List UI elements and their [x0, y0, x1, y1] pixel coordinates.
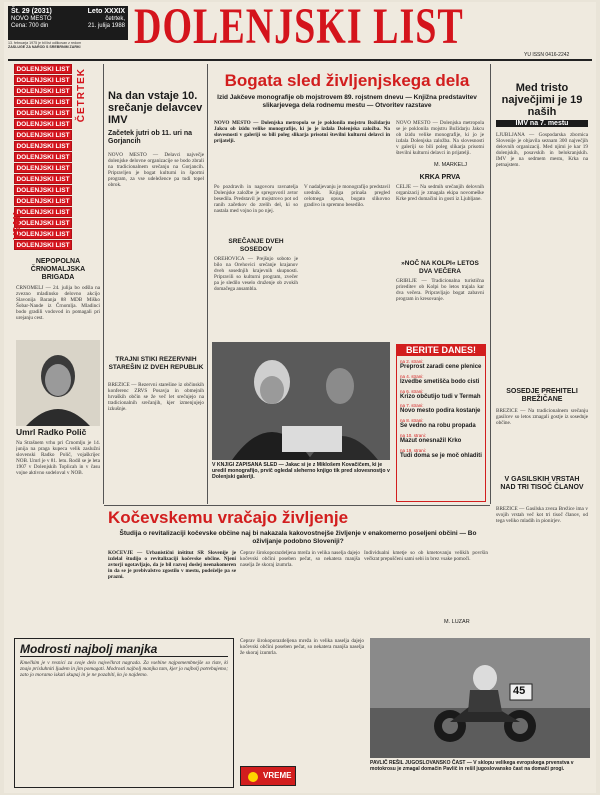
jakac-photo-caption: V KNJIGI ZAPISANA SLED — Jakac si je z Miklošem Kovačičem, ki je uredil monografijo, prvič ogledal sleherno knjigo tik pred slovesnostjo v Dolenjski galeriji.	[212, 462, 390, 481]
main-author: M. MARKELJ	[434, 162, 468, 168]
berite-text: Se vedno na robu propada	[400, 423, 476, 430]
berite-danes-box	[396, 344, 486, 502]
berite-item	[400, 448, 482, 460]
motocross-photo-svg	[370, 638, 590, 758]
kocevje-col-c: Individualni kmetje so ob kmetovanju velikih površin večkrat prepuščeni sami sebi in brez vsake pomoči.	[364, 550, 488, 563]
price: Cena: 700 din	[11, 23, 49, 29]
strip-item: DOLENJSKI LIST	[14, 86, 72, 96]
berite-item	[400, 389, 482, 401]
award-note	[8, 41, 138, 49]
masthead-logo: DOLENJSKI LIST	[134, 2, 464, 56]
krka-body: CELJE — Na sedmih srečanjih delovnih organizacij je zmagala ekipa novomeške Krke pred domačini in gosti iz Ljubljane.	[396, 184, 484, 203]
jakac-photo-svg	[212, 342, 390, 460]
strip-item: DOLENJSKI LIST	[14, 108, 72, 118]
berite-text: Izvedbe smetišča bodo cisti	[400, 378, 480, 385]
masthead-info-box	[8, 6, 128, 40]
kocevje-top-rule	[104, 505, 490, 506]
strip-item: DOLENJSKI LIST	[14, 97, 72, 107]
editorial-title: Modrosti najbolj manjka	[20, 642, 228, 657]
berite-danes-title: BERITE DANES!	[397, 345, 485, 356]
berite-item	[400, 433, 482, 445]
weather-box	[240, 766, 296, 786]
award-founded: 13. februarja 1975 je bil list odlikovan z redom	[8, 41, 82, 45]
main-col-c: V nadaljevanju je monografijo predstavil urednik. Knjiga prinaša pregled celotnega opusa, bogato slikovno gradivo in spremno besedilo.	[304, 184, 390, 209]
strip-item: DOLENJSKI LIST	[14, 130, 72, 140]
obituary-body: Na Strašnem vrhu pri Črnomlju je 14. junija na praga kupeca velik zaslužni slovenski Radko Polič, vojaškrijec NOB. Umrl je v 81. letu. Rodil se je leta 1907 v Dolenjskih Toplicah in v času vojne aktivno sodeloval v NOB.	[16, 440, 100, 477]
strip-item: DOLENJSKI LIST	[14, 196, 72, 206]
kocevje-col-b: Čeprav širokoporazdeljena mreža in velika naselja dajejo kočevski občini poseben pečat, so nekatera manjša naselja že skoraj izumrla.	[240, 550, 360, 569]
firefighters-members-headline: V GASILSKIH VRSTAH NAD TRI TISOČ ČLANOV	[500, 476, 584, 491]
berite-page: na 19. strani:	[400, 447, 427, 453]
main-subheadline: Izid Jakčeve monografije ob mojstrovem 89. rojstnem dnevu — Knjižna predstavitev slikarjevega dela rodnemu mestu — Otvoritev razstave	[217, 94, 477, 109]
strip-item: DOLENJSKI LIST	[14, 152, 72, 162]
berite-text: Preprost zaradi cene plenice	[400, 364, 482, 370]
strip-item: DOLENJSKI LIST	[14, 163, 72, 173]
main-col-d-text: NOVO MESTO — Dolenjska metropola se je poklonila mojstru Božidarju Jakcu ob izidu velike monografije, ki jo je izdala Dolenjska založba. Na slovesnosti v galeriji so bili poleg slikarja prisotni številni kulturni delavci in prijatelji.	[396, 120, 484, 157]
brigade-body: ČRNOMELJ — 24. julija bo odšla na zvezno mladinsko delovno akcijo Slavonija Baranja 88 MDB Miško Šobar-Nande iz Črnomlja. Mladinci bodo gradili vodovod in pomagali pri urejanju cest.	[16, 285, 100, 322]
motocross-caption: PAVLIČ REŠIL JUGOSLOVANSKO ČAST — V sklopu velikega evropskega prvenstva v motokrosu je zmagal domačin Pavlič in rešil jugoslovansko čast na domači progi.	[370, 760, 574, 772]
motocross-photo	[370, 638, 590, 758]
brigade-headline: NEPOPOLNA ČRNOMALJSKA BRIGADA	[30, 258, 86, 281]
vertical-label-vsak: VSAK	[12, 212, 23, 240]
berite-page: na 2. strani:	[400, 359, 424, 364]
kocevje-author: M. LUZAR	[444, 619, 470, 625]
portrait-photo	[16, 340, 100, 426]
weather-sun-icon	[243, 768, 263, 786]
berite-page: na 7. strani:	[400, 403, 424, 409]
berite-page: na 4. strani:	[400, 373, 424, 379]
berite-item	[400, 374, 482, 386]
top300-subheadline: IMV na 7. mestu	[496, 120, 588, 127]
berite-page: na 8. strani:	[400, 418, 424, 424]
reserve-officers-headline: TRAJNI STIKI REZERVNIH STAREŠIN IZ DVEH REPUBLIK	[108, 356, 204, 371]
city: NOVO MESTO	[11, 16, 52, 22]
main-col-a: Po pozdravih in nagovoru ravnatelja Dolenjske založbe je spregovoril avtor besedila. Predstavil je mojstrovo pot od ranih začetkov do zrelih del, ki so nastala med vojno in po njej.	[214, 184, 298, 215]
berite-item	[400, 418, 482, 430]
center-right-rule	[490, 64, 491, 504]
berite-text: Tudi doma se je moč ohladiti	[400, 452, 482, 459]
kocevje-subheadline: Študija o revitalizaciji kočevske občine naj bi nakazala kakovostnejše življenje v enakomerno poseljeni občini — Bo oživljanje podobno Sloveniji?	[119, 530, 477, 545]
imv-meeting-headline: Na dan vstaje 10. srečanje delavcev IMV	[108, 90, 203, 126]
berite-page: na 6. strani:	[400, 388, 424, 394]
strip-item: DOLENJSKI LIST	[14, 218, 72, 228]
volume-year: Leto XXXIX	[87, 8, 125, 15]
strip-item: DOLENJSKI LIST	[14, 75, 72, 85]
berite-text: Novo mesto podira kostanje	[400, 408, 481, 415]
kolpa-body: GRIBLJE — Tradicionalna turistična prireditev ob Kolpi bo letos trajala kar dva večera. Pripravljajo bogat zabavni program in kresovanje.	[396, 278, 484, 303]
berite-item	[400, 403, 482, 415]
berite-item	[400, 359, 482, 371]
issue-date: 21. julija 1988	[87, 23, 125, 29]
berite-text: Krizo občutijo tudi v Termah	[400, 393, 481, 400]
main-col-d	[396, 120, 484, 160]
strip-item: DOLENJSKI LIST	[14, 185, 72, 195]
race-number: 45	[513, 685, 526, 697]
weather-label: VREME	[263, 771, 292, 780]
strip-item: DOLENJSKI LIST	[14, 229, 72, 239]
main-headline: Bogata sled življenjskega dela	[224, 71, 470, 90]
masthead-rule	[8, 59, 592, 61]
newspaper-page	[4, 2, 596, 793]
berite-text: Mazut onesnažil Krko	[400, 437, 462, 444]
reserve-officers-body: BREŽICE — Rezervni starešine iz občinskih konferenc ZRVS Posavja in obmejnih hrvaških občin se že več let srečujejo na tradicionalnih srečanjih, kjer izmenjujejo izkušnje.	[108, 382, 204, 413]
left-col-rule	[103, 64, 104, 504]
portrait-caption: Umrl Radko Polič	[16, 427, 87, 437]
strip-item: DOLENJSKI LIST	[14, 174, 72, 184]
main-lead: NOVO MESTO — Dolenjska metropola se je poklonila mojstru Božidarju Jakcu ob izidu velike monografije, ki jo je izdala Dolenjska založba. Na slovesnosti v galeriji so bili poleg slikarja prisotni številni kulturni delavci in prijatelji.	[214, 120, 390, 145]
editorial-box	[14, 638, 234, 788]
kocevje-headline: Kočevskemu vračajo življenje	[108, 508, 349, 527]
issn: YU ISSN 0416-2242	[524, 52, 570, 58]
kocevje-continued: Čeprav širokoporazdeljena mreža in velika naselja dajejo kočevski občini poseben pečat, so nekatera manjša naselja že skoraj izumrla.	[240, 638, 364, 657]
firefighters-headline: SOSEDJE PREHITELI BREŽIČANE	[506, 388, 578, 403]
berite-page: na 10. strani:	[400, 432, 427, 438]
strip-item: DOLENJSKI LIST	[14, 141, 72, 151]
strip-item: DOLENJSKI LIST	[14, 64, 72, 74]
imv-meeting-subheadline: Začetek jutri ob 11. uri na Gorjancih	[108, 130, 193, 145]
issue-number: Št. 29 (2031)	[11, 8, 52, 15]
strip-item: DOLENJSKI LIST	[14, 240, 72, 250]
jakac-photo	[212, 342, 390, 460]
editorial-body: Kmečkim je v resnici za svoje delo največkrat nagrada. Za vsebine najpomembnejše so tiste, ki znajo prisluhniti ljudem in jim pomagati. Modrosti najbolj manjka tam, kjer jo najbolj potrebujemo; zato jo moramo iskati skupaj in je ne pozabiti, ko jo najdemo.	[20, 660, 228, 679]
side-strip	[12, 64, 87, 252]
col2-rule	[207, 64, 208, 504]
firefighters-body: BREŽICE — Na tradicionalnem srečanju gasilcev so letos zmagali gostje iz sosednje občine.	[496, 408, 588, 427]
top300-headline: Med tristo največjimi je 19 naših	[501, 82, 583, 118]
award-name: ZASLUGE ZA NAROD S SREBRNIM ZARKI	[8, 45, 81, 50]
portrait-svg	[16, 340, 100, 426]
firefighters-members-body: BREŽICE — Gasilska zveza Brežice ima v svojih vrstah več kot tri tisoč članov, od tega veliko mladih in pionirjev.	[496, 506, 588, 525]
strip-item: DOLENJSKI LIST	[14, 207, 72, 217]
imv-meeting-body: NOVO MESTO — Delavci največje dolenjske delovne organizacije se bodo zbrali na tradicionalnem srečanju na Gorjancih. Pripravljen je bogat kulturni in športni program, za vse udeležence pa tudi topel obrok.	[108, 152, 204, 189]
neighbours-body: OREHOVICA — Prejšnjo soboto je bilo na Orehovici srečanje krajanov dveh sosednjih krajevnih skupnosti. Pripravili so kulturni program, zvečer pa je sledilo veselo druženje ob zvokih domačega ansambla.	[214, 256, 298, 293]
top300-body: LJUBLJANA — Gospodarska zbornica Slovenije je objavila seznam 300 največjih delovnih organizacij. Med njimi je kar 19 dolenjskih, posavskih in belokranjskih. IMV je na sedmem mestu, Krka na petnajstem.	[496, 132, 588, 169]
krka-headline: KRKA PRVA	[419, 174, 461, 181]
kocevje-lead: KOČEVJE — Urbanistični inštitut SR Slovenije je izdelal študijo o revitalizaciji kočevske občine. Njeni avtorji ugotavljajo, da je bil razvoj doslej neenakomeren in da se je prebivalstvo zgostilo v mestu, podeželje pa se prazni.	[108, 550, 236, 581]
vertical-label-cetrtek: ČETRTEK	[76, 68, 87, 123]
neighbours-headline: SREČANJE DVEH SOSEDOV	[228, 238, 284, 253]
weekday: četrtek,	[105, 16, 125, 22]
strip-item: DOLENJSKI LIST	[14, 119, 72, 129]
kolpa-headline: »NOČ NA KOLPI« LETOS DVA VEČERA	[401, 260, 479, 275]
